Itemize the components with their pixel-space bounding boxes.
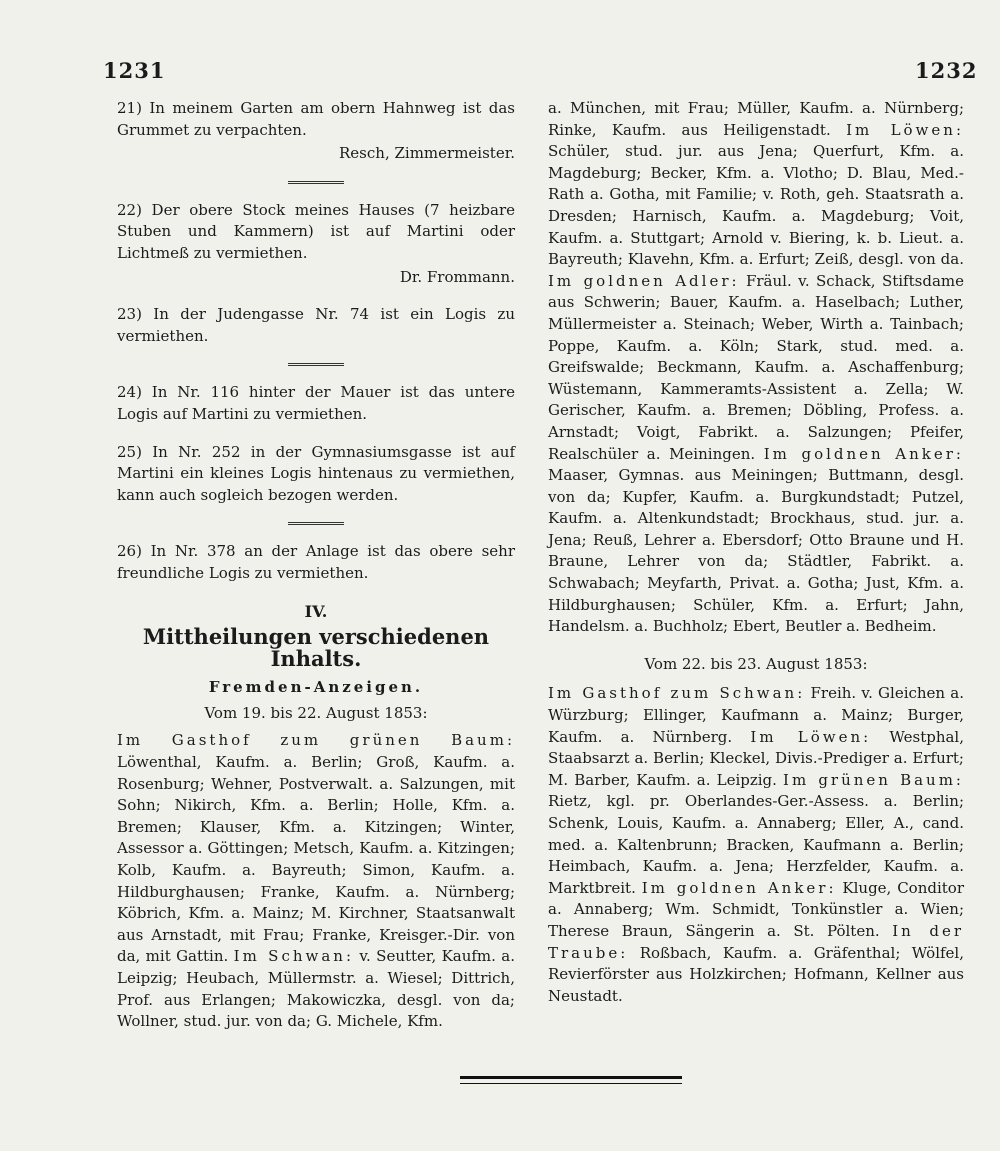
inn-name: Im Löwen:: [750, 727, 872, 746]
separator-rule: [288, 522, 344, 525]
guest-entries: Rietz, kgl. pr. Oberlandes-Ger.-Assess. a. Berlin; Schenk, Louis, Kaufm. a. Annaberg; Eller, A., cand. med. a. Kaltenbrunn; Bracken, Kaufmann a. Berlin; Heimbach, Kaufm. a. Jena; Herzfelder, Kaufm. a. Marktbreit.: [548, 792, 964, 897]
guest-entries: Kluge, Conditor a. Annaberg; Wm. Schmidt, Tonkünstler a. Wien; Therese Braun, Sängerin a. St. Pölten.: [548, 878, 964, 940]
inn-name: Im goldnen Anker:: [641, 878, 837, 897]
separator-rule: [288, 181, 344, 184]
section-title: Mittheilungen verschiedenen Inhalts.: [142, 624, 490, 671]
guest-entries: a. München, mit Frau; Müller, Kaufm. a. Nürnberg; Rinke, Kaufm. aus Heiligenstadt.: [548, 99, 964, 139]
guest-list-paragraph: [548, 683, 964, 1007]
ad-text: 26) In Nr. 378 an der Anlage ist das obere sehr freundliche Logis zu vermiethen.: [117, 542, 515, 582]
ad-text: 23) In der Judengasse Nr. 74 ist ein Logis zu vermiethen.: [117, 305, 515, 345]
ad-text: 25) In Nr. 252 in der Gymnasiumsgasse ist auf Martini ein kleines Logis hintenaus zu vermiethen, kann auch sogleich bezogen werden.: [117, 442, 515, 504]
inn-name: Im Schwan:: [233, 947, 354, 966]
guest-entries: v. Seutter, Kaufm. a. Leipzig; Heubach, Müllermstr. a. Wiesel; Dittrich, Prof. aus Erlangen; Makowiczka, desgl. von da; Wollner, stud. jur. von da; G. Michele, Kfm.: [117, 947, 515, 1031]
subsection-title: Fremden-Anzeigen.: [208, 678, 424, 697]
guest-list-paragraph: [117, 730, 515, 1032]
right-column: [548, 98, 964, 1007]
ad-text: 21) In meinem Garten am obern Hahnweg ist das Grummet zu verpachten.: [117, 99, 515, 139]
date-range-heading: Vom 19. bis 22. August 1853:: [204, 703, 428, 722]
classified-ad-22: [117, 200, 515, 288]
ad-signature: Resch, Zimmermeister.: [339, 144, 515, 163]
inn-name: Im grünen Baum:: [783, 770, 964, 789]
ad-text: 24) In Nr. 116 hinter der Mauer ist das untere Logis auf Martini zu vermiethen.: [117, 383, 515, 423]
classified-ad-26: [117, 541, 515, 584]
separator-rule: [288, 363, 344, 366]
guest-list-continuation: [548, 98, 964, 638]
section-number: IV.: [304, 601, 328, 621]
guest-entries: Fräul. v. Schack, Stiftsdame aus Schwerin; Bauer, Kaufm. a. Haselbach; Luther, Müllermeister a. Steinach; Weber, Wirth a. Tainbach; Poppe, Kaufm. a. Köln; Stark, stud. med. a. Greifswalde; Beckmann, Kaufm. a. Aschaffenburg; Wüstemann, Kammeramts-Assistent a. Zella; W. Gerischer, Kaufm. a. Bremen; Döbling, Profess. a. Arnstadt; Voigt, Fabrikt. a. Salzungen; Pfeifer, Realschüler a. Meiningen.: [548, 271, 964, 463]
page-number-left: 1231: [103, 58, 166, 83]
page-number-right: 1232: [915, 58, 978, 83]
date-range-heading: Vom 22. bis 23. August 1853:: [644, 654, 868, 673]
guest-entries: Schüler, stud. jur. aus Jena; Querfurt, Kfm. a. Magdeburg; Becker, Kfm. a. Vlotho; D. Blau, Med.-Rath a. Gotha, mit Familie; v. Roth, geh. Staatsrath a. Dresden; Harnisch, Kaufm. a. Magdeburg; Voit, Kaufm. a. Stuttgart; Arnold v. Biering, k. b. Lieut. a. Bayreuth; Klavehn, Kfm. a. Erfurt; Zeiß, desgl. von da.: [548, 142, 964, 269]
classified-ad-23: [117, 304, 515, 347]
inn-name: Im Löwen:: [846, 120, 964, 139]
guest-entries: Löwenthal, Kaufm. a. Berlin; Groß, Kaufm. a. Rosenburg; Wehner, Postverwalt. a. Salzungen, mit Sohn; Nikirch, Kfm. a. Berlin; Holle, Kfm. a. Bremen; Klauser, Kfm. a. Kitzingen; Winter, Assessor a. Göttingen; Metsch, Kaufm. a. Kitzingen; Kolb, Kaufm. a. Bayreuth; Simon, Kaufm. a. Hildburghausen; Franke, Kaufm. a. Nürnberg; Köbrich, Kfm. a. Mainz; M. Kirchner, Staatsanwalt aus Arnstadt, mit Frau; Franke, Kreisger.-Dir. von da, mit Gattin.: [117, 753, 515, 966]
inn-name: In der Traube:: [548, 921, 964, 962]
classified-ad-24: [117, 382, 515, 425]
ad-signature: Dr. Frommann.: [399, 267, 515, 286]
inn-name: Im goldnen Adler:: [548, 271, 740, 290]
guest-entries: Roßbach, Kaufm. a. Gräfenthal; Wölfel, Revierförster aus Holzkirchen; Hofmann, Kellner aus Neustadt.: [548, 943, 964, 1005]
guest-entries: Westphal, Staabsarzt a. Berlin; Kleckel, Divis.-Prediger a. Erfurt; M. Barber, Kaufm. a. Leipzig.: [548, 727, 964, 789]
classified-ad-25: [117, 442, 515, 507]
inn-name: Im Gasthof zum grünen Baum:: [117, 731, 515, 750]
left-column: [117, 98, 515, 1033]
guest-entries: Freih. v. Gleichen a. Würzburg; Ellinger, Kaufmann a. Mainz; Burger, Kaufm. a. Nürnberg.: [548, 684, 965, 746]
classified-ad-21: [117, 98, 515, 165]
guest-entries: Maaser, Gymnas. aus Meiningen; Buttmann, desgl. von da; Kupfer, Kaufm. a. Burgkundstadt; Putzel, Kaufm. a. Altenkundstadt; Brockhaus, stud. jur. a. Jena; Reuß, Lehrer a. Ebersdorf; Otto Braune und H. Braune, Lehrer von da; Städtler, Fabrikt. a. Schwabach; Meyfarth, Privat. a. Gotha; Just, Kfm. a. Hildburghausen; Schüler, Kfm. a. Erfurt; Jahn, Handelsm. a. Buchholz; Ebert, Beutler a. Bedheim.: [548, 466, 964, 636]
inn-name: Im goldnen Anker:: [763, 444, 964, 463]
end-double-rule: [460, 1076, 682, 1084]
inn-name: Im Gasthof zum Schwan:: [548, 684, 806, 703]
ad-text: 22) Der obere Stock meines Hauses (7 heizbare Stuben und Kammern) ist auf Martini oder Lichtmeß zu vermiethen.: [117, 200, 515, 262]
